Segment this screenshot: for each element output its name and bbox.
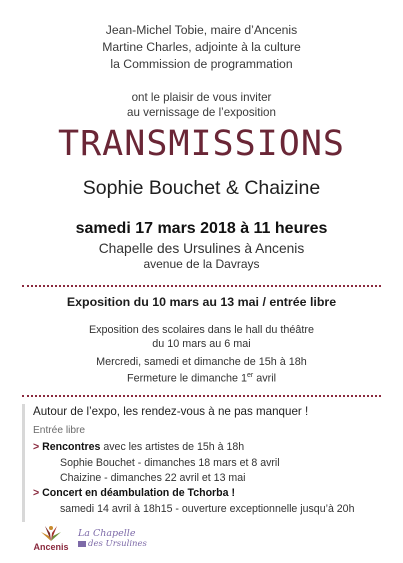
agenda-item-meetings [33,441,244,453]
chapelle-ursulines-logo [78,526,147,552]
chapelle-logo-line-2: des Ursulines [88,539,147,549]
schools-exhibition [0,323,403,351]
closing-prefix: Fermeture le dimanche 1 [126,372,247,385]
chevron-right-icon: > [33,441,40,453]
ancenis-logo-mark [31,523,71,543]
invitation-text [0,90,403,120]
exhibition-title: TRANSMISSIONS [58,124,345,164]
ancenis-logo [31,523,71,553]
agenda-side-bar [22,404,25,522]
venue: Chapelle des Ursulines à Ancenis [98,241,305,256]
vernissage-date: samedi 17 mars 2018 à 11 heures [75,220,328,237]
meeting-date-1: Sophie Bouchet - dimanches 18 mars et 8 avril [60,457,280,469]
ancenis-logo-text: Ancenis [33,542,69,552]
opening-hours [0,355,403,386]
closing-sup: er [247,372,254,379]
dotted-divider-top [22,285,381,287]
invite-line-1: ont le plaisir de vous inviter [131,91,272,104]
meetings-title: Rencontres [42,441,101,453]
exhibition-dates: Exposition du 10 mars au 13 mai / entrée libre [66,295,337,309]
meeting-date-2: Chaizine - dimanches 22 avril et 13 mai [60,472,246,484]
hours-line: Mercredi, samedi et dimanche de 15h à 18h [96,356,307,368]
agenda-item-concert [33,487,235,499]
schools-line-1: Exposition des scolaires dans le hall du théâtre [88,324,315,336]
closing-line [0,369,403,386]
concert-title: Concert en déambulation de Tchorba ! [42,487,236,499]
chapel-icon [78,541,86,547]
hosts [0,22,403,73]
chevron-right-icon: > [33,487,40,499]
schools-line-2: du 10 mars au 6 mai [152,338,251,350]
closing-suffix: avril [253,372,277,385]
concert-date: samedi 14 avril à 18h15 - ouverture exceptionnelle jusqu’à 20h [60,503,355,515]
host-mayor: Jean-Michel Tobie, maire d’Ancenis [105,23,298,37]
chapelle-logo-line-1: La Chapelle [78,528,136,539]
dotted-divider-bottom [22,395,381,397]
artists: Sophie Bouchet & Chaizine [82,177,321,199]
host-deputy: Martine Charles, adjointe à la culture [102,40,301,54]
agenda-free-entry: Entrée libre [33,425,86,436]
host-commission: la Commission de programmation [110,57,293,71]
meetings-detail: avec les artistes de 15h à 18h [100,441,245,453]
invite-line-2: au vernissage de l’exposition [127,106,276,119]
agenda-heading: Autour de l’expo, les rendez-vous à ne pas manquer ! [33,405,309,418]
street-address: avenue de la Davrays [143,257,260,271]
